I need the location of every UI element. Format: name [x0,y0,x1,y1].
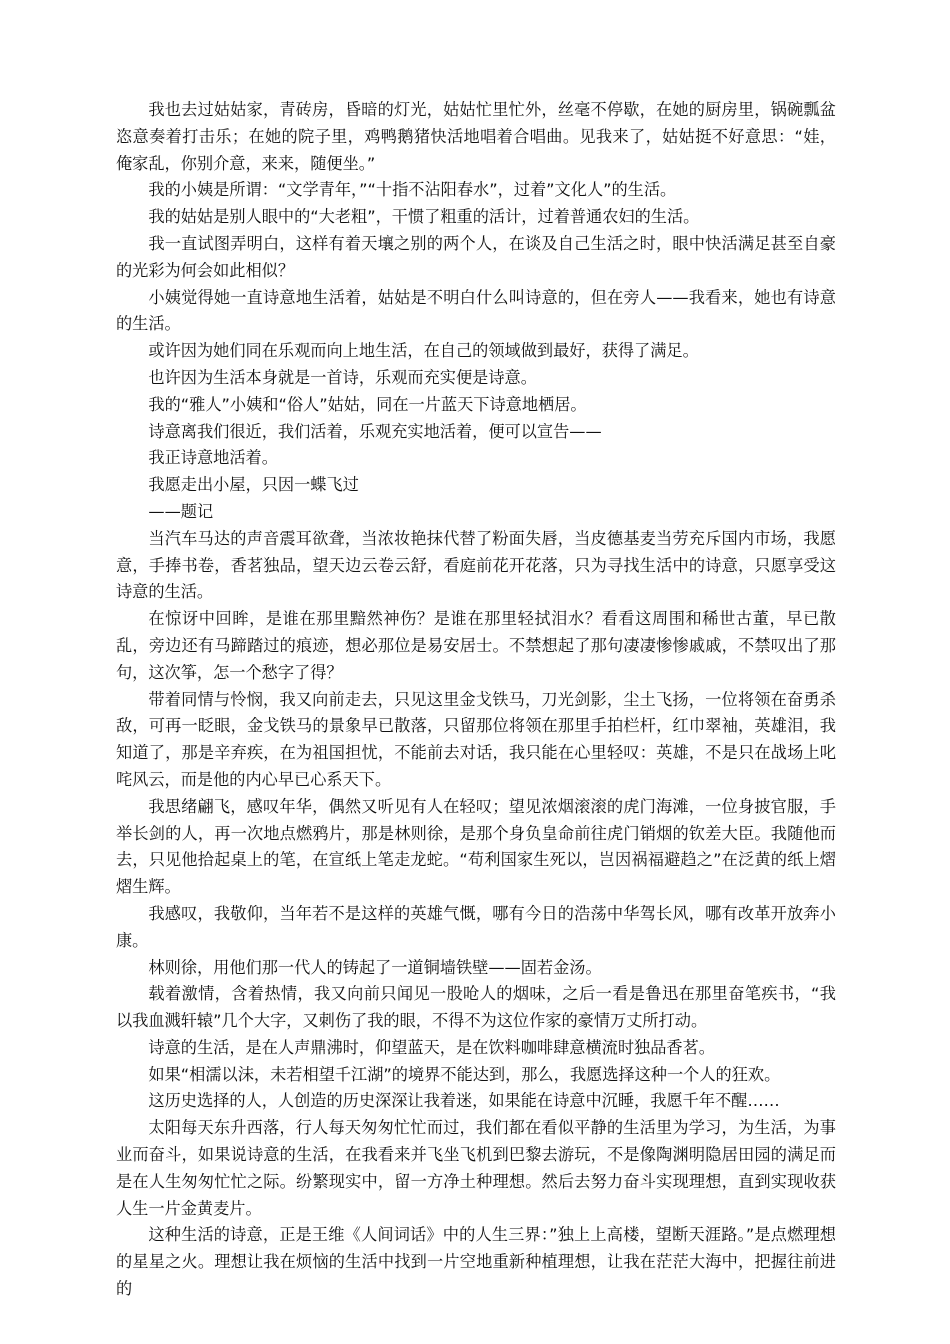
paragraph-04: 我一直试图弄明白，这样有着天壤之别的两个人，在谈及自己生活之时，眼中快活满足甚至自豪的光彩为何会如此相似？ [116,233,836,280]
paragraph-15: 带着同情与怜悯，我又向前走去，只见这里金戈铁马，刀光剑影，尘土飞扬，一位将领在奋勇杀敌，可再一眨眼，金戈铁马的景象早已散落，只留那位将领在那里手拍栏杆，红巾翠袖，英雄泪，我知道了，那是辛弃疾，在为祖国担忧，不能前去对话，我只能在心里轻叹：英雄，不是只在战场上叱咤风云，而是他的内心早已心系天下。 [116,689,836,789]
paragraph-06: 或许因为她们同在乐观而向上地生活，在自己的领域做到最好，获得了满足。 [148,341,699,361]
paragraph-02: 我的小姨是所谓：“文学青年，”“十指不沾阳春水”，过着”文化人”的生活。 [148,180,677,200]
document-body [116,97,836,1303]
paragraph-01: 我也去过姑姑家，青砖房，昏暗的灯光，姑姑忙里忙外，丝毫不停歇，在她的厨房里，锅碗瓢盆恣意奏着打击乐；在她的院子里，鸡鸭鹅猪快活地唱着合唱曲。见我来了，姑姑挺不好意思：“娃，俺家乱，你别介意，来来，随便坐。” [116,100,836,173]
paragraph-13: 当汽车马达的声音震耳欲聋，当浓妆艳抹代替了粉面失唇，当皮德基麦当劳充斥国内市场，我愿意，手捧书卷，香茗独品，望天边云卷云舒，看庭前花开花落，只为寻找生活中的诗意，只愿享受这诗意的生活。 [116,528,836,602]
paragraph-24: 这种生活的诗意，正是王维《人间词话》中的人生三界：”独上上高楼，望断天涯路。”是点燃理想的星星之火。理想让我在烦恼的生活中找到一片空地重新种植理想，让我在茫茫大海中，把握往前进的 [116,1225,836,1299]
paragraph-08: 我的“雅人”小姨和“俗人”姑姑，同在一片蓝天下诗意地栖居。 [148,394,587,414]
paragraph-21: 如果“相濡以沫，未若相望千江湖”的境界不能达到，那么，我愿选择这种一个人的狂欢。 [148,1064,781,1084]
paragraph-10: 我正诗意地活着。 [148,448,278,468]
paragraph-05: 小姨觉得她一直诗意地生活着，姑姑是不明白什么叫诗意的，但在旁人——我看来，她也有诗意的生活。 [116,287,836,334]
paragraph-09: 诗意离我们很近，我们活着，乐观充实地活着，便可以宣告—— [148,421,602,441]
paragraph-20: 诗意的生活，是在人声鼎沸时，仰望蓝天，是在饮料咖啡肆意横流时独品香茗。 [148,1037,715,1057]
paragraph-22: 这历史选择的人，人创造的历史深深让我着迷，如果能在诗意中沉睡，我愿千年不醒…… [148,1091,780,1111]
essay-title: 我愿走出小屋，只因一蝶飞过 [148,475,359,495]
paragraph-18: 林则徐，用他们那一代人的铸起了一道铜墙铁壁——固若金汤。 [148,957,602,977]
paragraph-16: 我思绪翩飞，感叹年华，偶然又听见有人在轻叹；望见浓烟滚滚的虎门海滩，一位身披官服，手举长剑的人，再一次地点燃鸦片，那是林则徐，是那个身负皇命前往虎门销烟的钦差大臣。我随他而去，只见他拾起桌上的笔，在宣纸上笔走龙蛇。“苟利国家生死以，岂因祸福避趋之”在泛黄的纸上熠熠生辉。 [116,796,836,897]
paragraph-14: 在惊讶中回眸，是谁在那里黯然神伤？是谁在那里轻拭泪水？看看这周围和稀世古董，早已散乱，旁边还有马蹄踏过的痕迹，想必那位是易安居士。不禁想起了那句凄凄惨惨戚戚，不禁叹出了那句，这次筝，怎一个愁字了得？ [116,609,836,682]
paragraph-19: 载着激情，含着热情，我又向前只闻见一股呛人的烟味，之后一看是鲁迅在那里奋笔疾书，“我以我血溅轩辕”几个大字，又刺伤了我的眼，不得不为这位作家的豪情万丈所打动。 [116,984,836,1031]
paragraph-03: 我的姑姑是别人眼中的“大老粗”，干惯了粗重的活计，过着普通农妇的生活。 [148,207,700,227]
paragraph-23: 太阳每天东升西落，行人每天匆匆忙忙而过，我们都在看似平静的生活里为学习，为生活，为事业而奋斗，如果说诗意的生活，在我看来并飞坐飞机到巴黎去游玩，不是像陶渊明隐居田园的满足而是在人生匆匆忙忙之际。纷繁现实中，留一方净土种理想。然后去努力奋斗实现理想，直到实现收获人生一片金黄麦片。 [116,1118,836,1218]
epigraph-note: ——题记 [148,501,214,521]
paragraph-07: 也许因为生活本身就是一首诗，乐观而充实便是诗意。 [148,367,537,387]
paragraph-17: 我感叹，我敬仰，当年若不是这样的英雄气慨，哪有今日的浩荡中华驾长风，哪有改革开放奔小康。 [116,903,836,950]
